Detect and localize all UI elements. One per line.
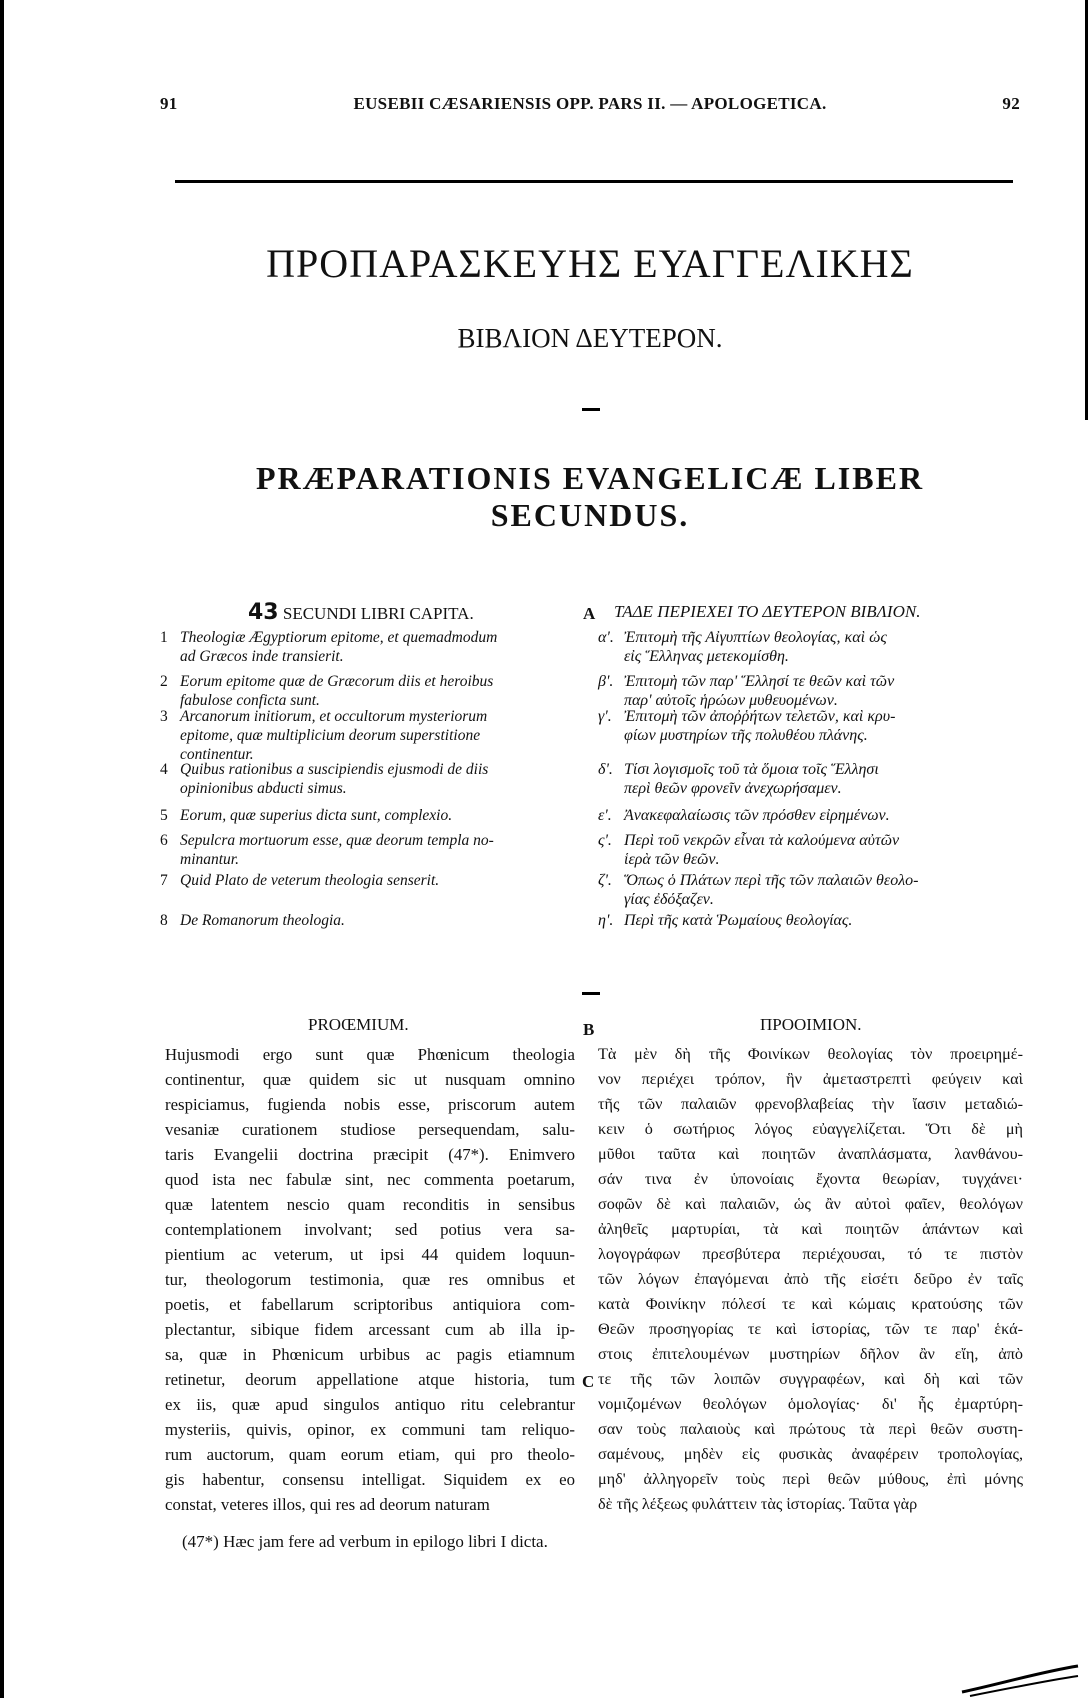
prooemium-greek-line: λογογράφων πρεσβύτερα περιέχουσαι, τό τε πιστὸν — [598, 1245, 1023, 1263]
capita-greek-item-text: Ἐπιτομὴ τῶν ἀποῤῥήτων τελετῶν, καὶ κρυ- φίων μυστηρίων τῆς πολυθέου πλάνης. — [624, 708, 896, 744]
capita-greek-item-text: Περὶ τῆς κατὰ Ῥωμαίους θεολογίας. — [624, 912, 853, 929]
prooemium-latin-line: constat, veteres illos, qui res ad deorum naturam — [165, 1495, 490, 1514]
header-rule — [175, 180, 1013, 183]
prooemium-greek-line: κατὰ Φοινίκην πόλεσί τε καὶ κώμαις κρατούσης τῶν — [598, 1295, 1023, 1313]
section-dash-2 — [582, 992, 600, 995]
capita-greek-item-text: Ἐπιτομὴ τῶν παρ' Ἕλλησί τε θεῶν καὶ τῶν παρ' αὐτοῖς ἡρώων μυθευομένων. — [624, 673, 895, 709]
prooemium-greek-line: σαμένους, μηδὲν εἰς φυσικὰς ἀναφέρειν τροπολογίας, — [598, 1445, 1023, 1463]
prooemium-latin-line: sa, quæ in Phœnicum urbibus ac pagis etiamnum — [165, 1345, 575, 1364]
capita-greek-item-text: Τίσι λογισμοῖς τοῦ τὰ ὅμοια τοῖς Ἕλλησι περὶ θεῶν φρονεῖν ἀνεχωρήσαμεν. — [624, 761, 879, 797]
prooemium-greek-line: μῦθοι ταῦτα καὶ ποιητῶν ἀναπλάσματα, λανθάνου- — [598, 1145, 1023, 1163]
prooemium-greek-line: σαν τοὺς παλαιοὺς καὶ πρώτους τὰ περὶ θεῶν συστη- — [598, 1420, 1023, 1438]
prooemium-latin-line: retinetur, deorum appellatione atque historia, tum — [165, 1370, 575, 1389]
capita-latin-item-text: Eorum, quæ superius dicta sunt, complexio. — [180, 807, 453, 824]
prooemium-latin-line: continentur, quæ quidem sic ut nusquam omnino — [165, 1070, 575, 1089]
capita-greek-item — [598, 760, 1023, 798]
capita-latin-item-text: Theologiæ Ægyptiorum epitome, et quemadmodum ad Græcos inde transierit. — [180, 629, 498, 665]
capita-greek-item — [598, 628, 1023, 666]
prooemium-greek-line: τε τῆς τῶν λοιπῶν συγγραφέων, καὶ δὴ καὶ τῶν — [598, 1370, 1023, 1388]
prooemium-latin-line: taris Evangelii doctrina præcipit (47*). Enimvero — [165, 1145, 575, 1164]
prooemium-greek-line: τῆς τῶν παλαιῶν φρενοβλαβείας τὴν ἴασιν μεταδιώ- — [598, 1095, 1023, 1113]
latin-title: PRÆPARATIONIS EVANGELICÆ LIBER SECUNDUS. — [255, 460, 925, 533]
prooemium-greek-line: Θεῶν προσηγορίας τε καὶ ἱστορίας, τῶν τε παρ' ἑκά- — [598, 1320, 1023, 1338]
prooemium-latin-line: rum auctorum, quam eorum etiam, qui pro theolo- — [165, 1445, 575, 1464]
capita-greek-item — [598, 871, 1023, 909]
capita-greek-item-number: β'. — [598, 673, 614, 690]
prooemium-greek-text — [598, 1042, 1023, 1517]
prooemium-latin-line: plectantur, sibique fidem arcessant cum ab illa ip- — [165, 1320, 575, 1339]
capita-greek-item-number: α'. — [598, 629, 614, 646]
capita-latin-item-text: Eorum epitome quæ de Græcorum diis et heroibus fabulose conficta sunt. — [180, 673, 494, 709]
capita-latin-item — [160, 911, 580, 930]
page-number-left: 91 — [160, 94, 178, 113]
capita-latin-item-number: 5 — [160, 807, 168, 824]
prooemium-greek-line: ἀληθεῖς μαρτυρίαι, τὰ καὶ ποιητῶν ἁπάντων καὶ — [598, 1220, 1023, 1238]
prooemium-greek-line: μηδ' ἀλληγορεῖν τοὺς περὶ θεῶν μύθους, ἐπὶ μόνης — [598, 1470, 1023, 1488]
prooemium-greek-line: νομιζομένων θεολόγων ὁμολογίας· δι' ἧς ἐμαρτύρη- — [598, 1395, 1023, 1413]
scan-page-curl — [960, 1628, 1080, 1698]
capita-latin-item-text: Quibus rationibus a suscipiendis ejusmodi de diis opinionibus abducti simus. — [180, 761, 489, 797]
scan-edge-left — [0, 0, 4, 1698]
capita-greek-item-number: ε'. — [598, 807, 612, 824]
prooemium-latin-line: contemplationem involvant; sed potius vera sa- — [165, 1220, 575, 1239]
prooemium-greek-line: σάν τινα ἐν ὑπονοίαις ἔχοντα θεωρίαν, τυγχάνει· — [598, 1170, 1023, 1188]
capita-greek-heading: ΤΑΔΕ ΠΕΡΙΕΧΕΙ ΤΟ ΔΕΥΤΕΡΟΝ ΒΙΒΛΙΟΝ. — [614, 602, 921, 621]
prooemium-greek-line: τῶν λόγων ἐπαγόμεναι ἀπὸ τῆς εἰσέτι δεῦρο ἐν ταῖς — [598, 1270, 1023, 1288]
greek-title: ΠΡΟΠΑΡΑΣΚΕΥΗΣ ΕΥΑΓΓΕΛΙΚΗΣ — [266, 241, 914, 286]
prooemium-latin-line: mysteriis, quivis, opinor, ex communi tam reliquo- — [165, 1420, 575, 1439]
prooemium-latin-line: vesaniæ curationem studiose persequendam, salu- — [165, 1120, 575, 1139]
capita-greek-item — [598, 672, 1023, 710]
capita-latin-item — [160, 760, 580, 798]
prooemium-latin-line: Hujusmodi ergo sunt quæ Phœnicum theologia — [165, 1045, 575, 1064]
prooemium-greek-line: νον περιέχει τρόπον, ἣν ἀμεταστρεπτὶ φεύγειν καὶ — [598, 1070, 1023, 1088]
prooemium-latin-line: quæ latentem nescio quam reconditis in sensibus — [165, 1195, 575, 1214]
prooemium-greek-line: κειν ὁ σωτήριος λόγος εὐαγγελίζεται. Ὅτι δὲ μὴ — [598, 1120, 1023, 1138]
capita-greek-item-text: Ἐπιτομὴ τῆς Αἰγυπτίων θεολογίας, καὶ ὡς εἰς Ἕλληνας μετεκομίσθη. — [624, 629, 887, 665]
page-number-right: 92 — [1002, 94, 1020, 113]
capita-latin-item — [160, 806, 580, 825]
capita-greek-item — [598, 806, 1023, 825]
prooemium-latin-line: gis habentur, consensu intelligat. Siquidem ex eo — [165, 1470, 575, 1489]
capita-latin-item-text: Arcanorum initiorum, et occultorum mysteriorum epitome, quæ multiplicium deorum superstitione continentur. — [180, 708, 488, 763]
capita-latin-item-number: 6 — [160, 832, 168, 849]
prooemium-latin-text — [165, 1042, 575, 1517]
greek-subtitle: ΒΙΒΛΙΟΝ ΔΕΥΤΕΡΟΝ. — [457, 323, 723, 353]
prooemium-greek-heading: ΠΡΟΟΙΜΙΟΝ. — [760, 1015, 862, 1034]
capita-greek-item — [598, 831, 1023, 869]
capita-latin-item-number: 3 — [160, 708, 168, 725]
capita-latin-item-number: 2 — [160, 673, 168, 690]
column-number: 43 — [248, 600, 279, 625]
capita-greek-item-text: Ἀνακεφαλαίωσις τῶν πρόσθεν εἰρημένων. — [624, 807, 890, 824]
prooemium-latin-line: respiciamus, fugienda nobis esse, priscorum autem — [165, 1095, 575, 1114]
prooemium-latin-line: quod ista nec fabulæ sint, nec commenta poetarum, — [165, 1170, 575, 1189]
margin-letter-c: C — [582, 1372, 595, 1391]
capita-latin-item — [160, 871, 580, 890]
capita-latin-item — [160, 672, 580, 710]
capita-latin-heading-text: SECUNDI LIBRI CAPITA. — [282, 604, 474, 623]
margin-letter-a: A — [583, 604, 596, 623]
margin-letter-b: B — [583, 1020, 595, 1039]
capita-latin-item-text: Sepulcra mortuorum esse, quæ deorum templa no- minantur. — [180, 832, 494, 868]
capita-greek-item-number: ς'. — [598, 832, 612, 849]
capita-greek-item — [598, 707, 1023, 745]
capita-greek-item-text: Περὶ τοῦ νεκρῶν εἶναι τὰ καλούμενα αὐτῶν ἱερὰ τῶν θεῶν. — [624, 832, 900, 868]
capita-greek-item-text: Ὅπως ὁ Πλάτων περὶ τῆς τῶν παλαιῶν θεολο- γίας ἐδόξαζεν. — [624, 872, 919, 908]
capita-latin-item — [160, 628, 580, 666]
footnote: (47*) Hæc jam fere ad verbum in epilogo libri I dicta. — [182, 1532, 548, 1551]
prooemium-latin-heading: PROŒMIUM. — [308, 1015, 409, 1034]
capita-greek-item-number: ζ'. — [598, 872, 612, 889]
prooemium-latin-line: ex iis, quæ apud singulos antiquo ritu celebrantur — [165, 1395, 575, 1414]
capita-latin-item-text: Quid Plato de veterum theologia senserit. — [180, 872, 440, 889]
capita-latin-item-text: De Romanorum theologia. — [180, 912, 345, 929]
prooemium-greek-line: στοις ἐπιτελουμένων μυστηρίων δῆλον ἂν εἴη, ἀπὸ — [598, 1345, 1023, 1363]
capita-greek-item-number: η'. — [598, 912, 614, 929]
capita-latin-item — [160, 831, 580, 869]
capita-greek-item — [598, 911, 1023, 930]
prooemium-greek-line: σοφῶν δὲ καὶ παλαιῶν, ὡς ἂν αὐτοὶ φαῖεν, θεολόγων — [598, 1195, 1023, 1213]
prooemium-greek-line: Τὰ μὲν δὴ τῆς Φοινίκων θεολογίας τὸν προειρημέ- — [598, 1045, 1023, 1063]
capita-latin-item-number: 7 — [160, 872, 168, 889]
prooemium-greek-line: δὲ τῆς λέξεως φυλάττειν τὰς ἱστορίας. Ταῦτα γὰρ — [598, 1495, 918, 1513]
running-head-title: EUSEBII CÆSARIENSIS OPP. PARS II. — APOLOGETICA. — [353, 94, 827, 113]
capita-latin-item-number: 8 — [160, 912, 168, 929]
capita-latin-item-number: 4 — [160, 761, 168, 778]
capita-greek-item-number: γ'. — [598, 708, 612, 725]
prooemium-latin-line: pientium ac veterum, ut ipsi 44 quidem loquun- — [165, 1245, 575, 1264]
capita-latin-item-number: 1 — [160, 629, 168, 646]
capita-greek-item-number: δ'. — [598, 761, 613, 778]
prooemium-latin-line: poetis, et fabellarum scriptoribus antiquiora com- — [165, 1295, 575, 1314]
capita-latin-item — [160, 707, 580, 764]
section-dash — [582, 408, 600, 411]
prooemium-latin-line: tur, theologorum testimonia, quæ res omnibus et — [165, 1270, 575, 1289]
capita-latin-heading — [248, 600, 474, 625]
